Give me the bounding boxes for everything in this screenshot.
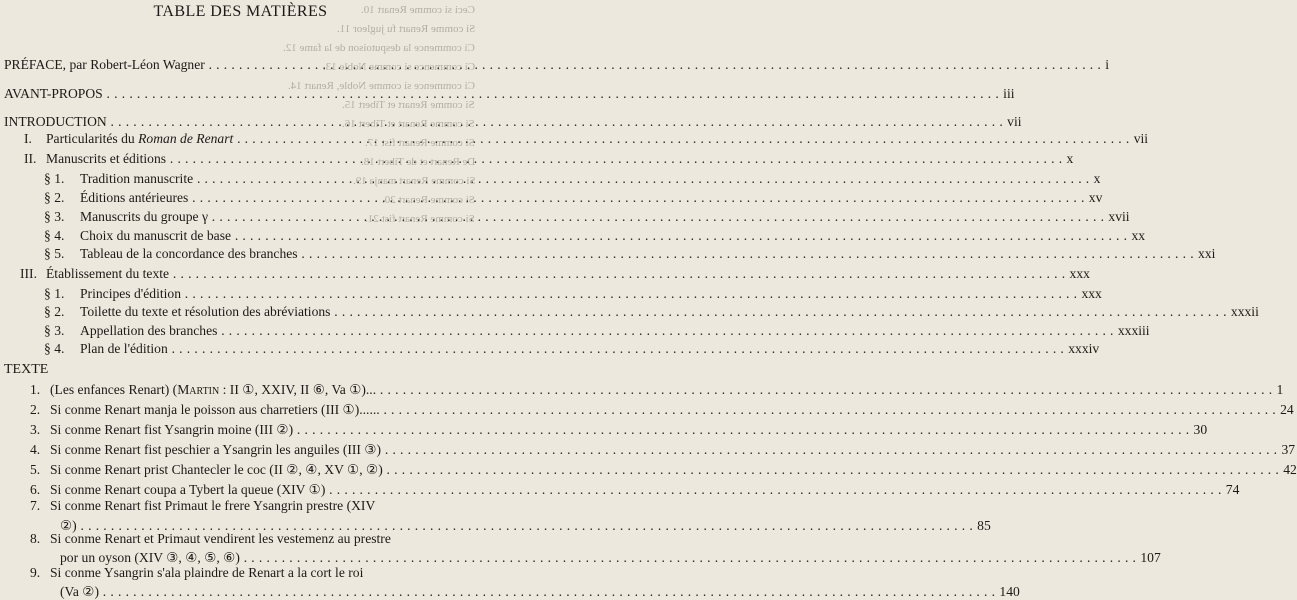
item-number: 4. bbox=[30, 442, 41, 457]
entry-title: Tableau de la concordance des branches . . . bbox=[80, 245, 1194, 262]
entry-title: Manuscrits et éditions . . . bbox=[46, 150, 1063, 167]
item-number: 5. bbox=[30, 462, 41, 477]
entry-title: Si conme Renart coupa a Tybert la queue (XIV ①) . . . bbox=[50, 481, 1222, 498]
bleed-line: Si comme Renart 20. bbox=[382, 194, 475, 206]
italic-title: Roman de Renart bbox=[138, 131, 234, 146]
entry-title: Manuscrits du groupe γ . . . bbox=[80, 208, 1104, 225]
toc-entry[interactable] bbox=[50, 441, 1296, 458]
page-number: 85 bbox=[977, 518, 991, 533]
entry-title-line: Si conme Ysangrin s'ala plaindre de Renart a la cort le roi bbox=[50, 565, 364, 580]
entry-title: PRÉFACE, par Robert-Léon Wagner . . . bbox=[4, 56, 1101, 73]
item-number: 9. bbox=[30, 565, 41, 580]
bleed-line: Si comme Renart et Tibert 15. bbox=[342, 99, 475, 111]
entry-title: por un oyson (XIV ③, ④, ⑤, ⑥) . . . bbox=[60, 549, 1136, 566]
item-number: 8. bbox=[30, 531, 41, 546]
page-number: xvii bbox=[1108, 209, 1130, 224]
bleed-line: De Renart et de Tibert 18. bbox=[360, 156, 475, 168]
entry-title: Particularités du Roman de Renart . . . bbox=[46, 130, 1130, 147]
toc-entry[interactable] bbox=[80, 189, 1103, 206]
toc-entry[interactable] bbox=[80, 208, 1130, 225]
toc-entry[interactable] bbox=[80, 227, 1146, 244]
page-number: xxx bbox=[1069, 266, 1090, 281]
page-number: xx bbox=[1131, 228, 1146, 243]
page-number: xxxii bbox=[1230, 304, 1259, 319]
item-number: 2. bbox=[30, 402, 41, 417]
toc-entry[interactable] bbox=[60, 583, 1020, 600]
page-number: 24 bbox=[1280, 402, 1294, 417]
section-number: § 5. bbox=[44, 246, 65, 261]
page-number: xxi bbox=[1198, 246, 1216, 261]
entry-title: Établissement du texte . . . bbox=[46, 265, 1066, 282]
entry-title: (Va ②) . . . bbox=[60, 583, 995, 600]
toc-entry[interactable] bbox=[50, 421, 1208, 438]
entry-title-line: Si conme Renart fist Primaut le frere Ysangrin prestre (XIV bbox=[50, 498, 376, 513]
bleed-line: Si comme Renart fu jugleor 11. bbox=[336, 23, 475, 35]
author-name: Martin bbox=[177, 382, 220, 397]
item-number: 6. bbox=[30, 482, 41, 497]
entry-title: Tradition manuscrite . . . bbox=[80, 170, 1090, 187]
entry-title: Choix du manuscrit de base . . . bbox=[80, 227, 1127, 244]
toc-entry[interactable] bbox=[80, 245, 1216, 262]
toc-entry[interactable] bbox=[80, 322, 1150, 339]
page-number: i bbox=[1105, 57, 1109, 72]
toc-entry[interactable] bbox=[4, 113, 1022, 130]
section-number: § 1. bbox=[44, 171, 65, 186]
entry-title: Plan de l'édition . . . bbox=[80, 340, 1064, 357]
section-number: § 2. bbox=[44, 304, 65, 319]
item-number: 3. bbox=[30, 422, 41, 437]
bleed-line: Ci commence si comme Noble 13. bbox=[322, 61, 475, 73]
item-number: 7. bbox=[30, 498, 41, 513]
page-number: x bbox=[1093, 171, 1101, 186]
page-number: iii bbox=[1003, 86, 1015, 101]
page-number: vii bbox=[1133, 131, 1149, 146]
section-number: § 4. bbox=[44, 341, 65, 356]
section-number: § 3. bbox=[44, 209, 65, 224]
page-title: TABLE DES MATIÈRES bbox=[153, 3, 328, 20]
entry-title-line: Si conme Renart et Primaut vendirent les vestemenz au prestre bbox=[50, 531, 391, 546]
page-number: xv bbox=[1088, 190, 1103, 205]
toc-entry[interactable] bbox=[50, 481, 1240, 498]
toc-entry[interactable] bbox=[80, 170, 1101, 187]
section-number: § 3. bbox=[44, 323, 65, 338]
part-number: I. bbox=[24, 131, 32, 146]
entry-title: Si conme Renart prist Chantecler le coc (II ②, ④, XV ①, ②) . . . bbox=[50, 461, 1279, 478]
section-number: § 2. bbox=[44, 190, 65, 205]
page-number: xxxiv bbox=[1068, 341, 1100, 356]
page-number: 1 bbox=[1276, 382, 1284, 397]
toc-entry[interactable] bbox=[46, 150, 1074, 167]
entry-title: Si conme Renart fist peschier a Ysangrin les anguiles (III ③) . . . bbox=[50, 441, 1277, 458]
bleed-line: Ci commence la desputoison de la fame 12. bbox=[283, 42, 475, 54]
entry-title: Si conme Renart manja le poisson aus charretiers (III ①)...... . . . bbox=[50, 401, 1276, 418]
page-number: x bbox=[1066, 151, 1074, 166]
entry-title: Toilette du texte et résolution des abréviations . . . bbox=[80, 303, 1227, 320]
entry-title: ②) . . . bbox=[60, 517, 973, 534]
toc-entry[interactable] bbox=[46, 130, 1149, 147]
page-number: 30 bbox=[1193, 422, 1208, 437]
toc-entry[interactable] bbox=[50, 381, 1284, 398]
bleed-line: Si comme Renart fist 21. bbox=[365, 213, 475, 225]
part-number: II. bbox=[24, 151, 37, 166]
toc-entry[interactable] bbox=[80, 303, 1259, 320]
entry-title: Éditions antérieures . . . bbox=[80, 189, 1085, 206]
toc-entry[interactable] bbox=[80, 285, 1102, 302]
toc-entry[interactable] bbox=[80, 340, 1100, 357]
entry-title: Si conme Renart fist Ysangrin moine (III ②) . . . bbox=[50, 421, 1190, 438]
page-number: xxx bbox=[1081, 286, 1102, 301]
bleed-line: Ci commence si comme Noble, Renart 14. bbox=[288, 80, 475, 92]
page-number: vii bbox=[1007, 114, 1022, 129]
toc-entry[interactable] bbox=[50, 461, 1297, 478]
toc-entry[interactable] bbox=[50, 401, 1294, 418]
section-number: § 4. bbox=[44, 228, 65, 243]
item-number: 1. bbox=[30, 382, 41, 397]
bleed-line: Si comme Renart manja 19. bbox=[352, 175, 475, 187]
texte-heading: TEXTE bbox=[4, 362, 49, 377]
entry-title: AVANT-PROPOS . . . bbox=[4, 85, 999, 102]
page-number: 37 bbox=[1281, 442, 1296, 457]
section-number: § 1. bbox=[44, 286, 65, 301]
bleed-line: Si comme Renart fist 17. bbox=[365, 137, 475, 149]
toc-entry[interactable] bbox=[4, 85, 1015, 102]
page-number: 42 bbox=[1283, 462, 1297, 477]
page-number: 140 bbox=[999, 584, 1020, 599]
entry-title: Principes d'édition . . . bbox=[80, 285, 1077, 302]
page-number: 74 bbox=[1225, 482, 1240, 497]
part-number: III. bbox=[20, 266, 37, 281]
page-number: xxxiii bbox=[1117, 323, 1150, 338]
entry-title: INTRODUCTION . . . bbox=[4, 113, 1003, 130]
page-number: 107 bbox=[1140, 550, 1161, 565]
bleed-line: Ceci si comme Renart 10. bbox=[361, 4, 475, 16]
toc-entry[interactable] bbox=[4, 56, 1109, 73]
toc-entry[interactable] bbox=[46, 265, 1090, 282]
bleed-line: Si comme Renart et Tibert 16. bbox=[342, 118, 475, 130]
entry-title: (Les enfances Renart) (Martin : II ①, XXIV, II ⑥, Va ①)... . . . bbox=[50, 381, 1273, 398]
entry-title: Appellation des branches . . . bbox=[80, 322, 1114, 339]
